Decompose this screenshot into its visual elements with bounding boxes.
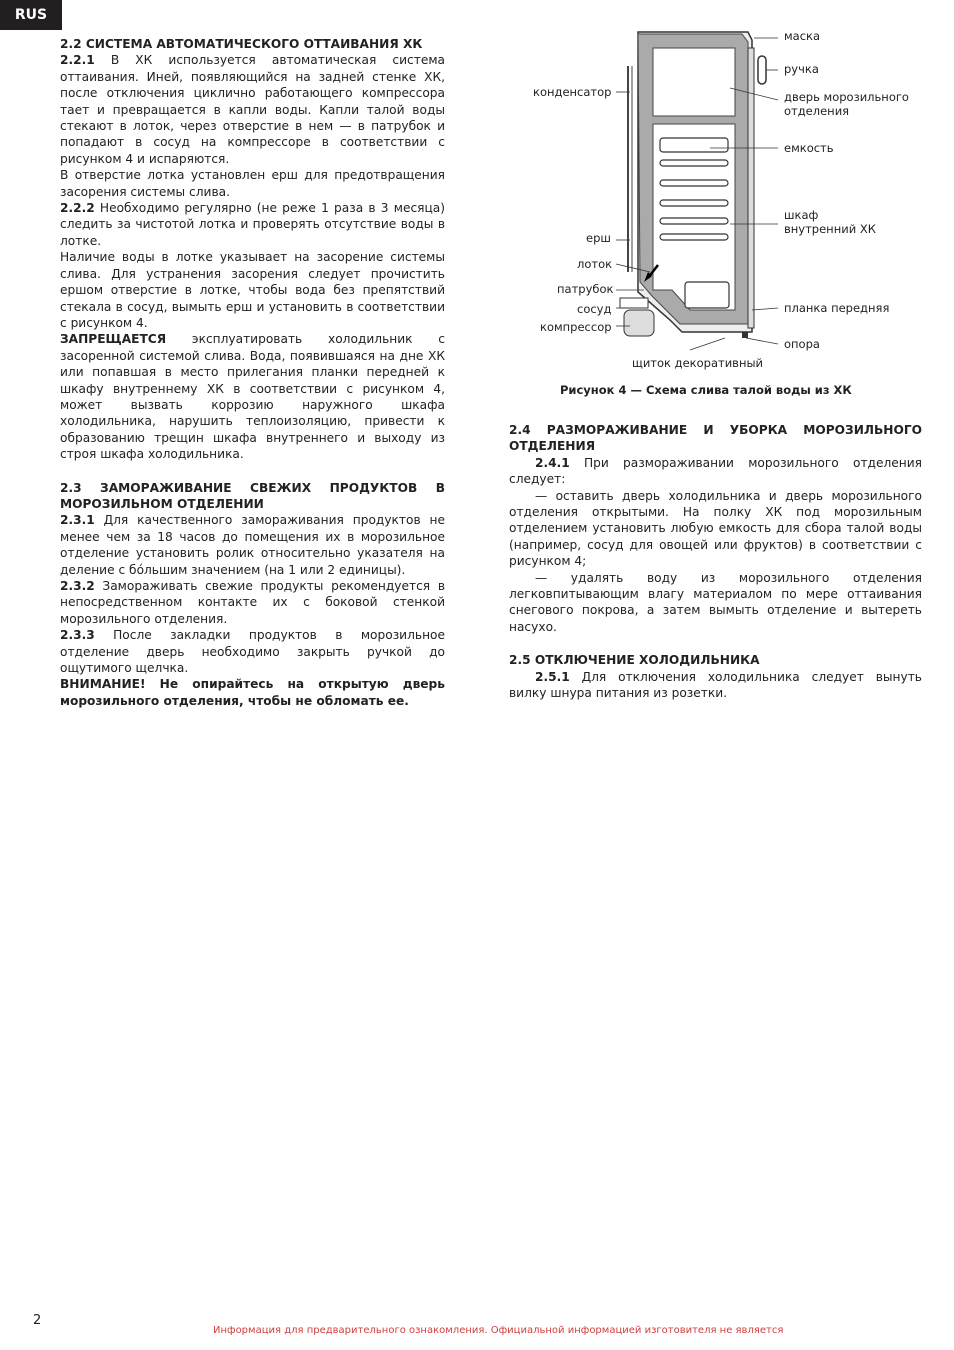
paragraph-2-2-1-body <box>60 52 445 167</box>
clause-2-4-1-number: 2.4.1 <box>535 455 570 470</box>
label-planka: планка передняя <box>784 301 890 315</box>
label-shchitok: щиток декоративный <box>632 356 764 370</box>
clause-2-5-1-number: 2.5.1 <box>535 669 570 684</box>
paragraph-2-4-1 <box>509 455 922 488</box>
label-ruchka: ручка <box>784 62 819 76</box>
clause-2-3-2-text: Замораживать свежие продукты рекомендуется в непосредственном контакте их с боковой стенкой морозильного отделения. <box>60 579 445 626</box>
label-sosud: сосуд <box>577 302 612 316</box>
forbid-label: ЗАПРЕЩАЕТСЯ <box>60 332 167 347</box>
label-kompressor: компрессор <box>540 320 612 334</box>
clause-2-2-1-text: В ХК используется автоматическая система оттаивания. Иней, появляющийся на задней стенке ХК, после отключения циклично работающего компрессора тает и превращается в капли воды. Капли талой воды стекают в лоток, через отверстие в нем — в патрубок и попадают в сосуд на компрессоре в соответствии с рисунком 4 и испаряются. <box>60 53 445 166</box>
paragraph-2-2-2 <box>60 200 445 249</box>
label-ersh: ерш <box>586 231 611 245</box>
bullet-2-4-1-a: — оставить дверь холодильника и дверь морозильного отделения открытыми. На полку ХК под морозильным отделением установить любую емкость для сбора талой воды (например, сосуд для овощей или фруктов) в соответствии с рисунком 4; <box>509 488 922 569</box>
attention-text: ВНИМАНИЕ! Не опирайтесь на открытую дверь морозильного отделения, чтобы не обломать ее. <box>60 677 445 708</box>
clause-2-2-2-text: Необходимо регулярно (не реже 1 раза в 3 месяца) следить за чистотой лотка и проверять отсутствие воды в лотке. <box>60 201 445 248</box>
paragraph-2-3-3 <box>60 627 445 676</box>
clause-2-3-1-number: 2.3.1 <box>60 513 95 528</box>
clause-2-3-3-text: После закладки продуктов в морозильное отделение дверь необходимо закрыть ручкой до ощутимого щелчка. <box>60 628 445 676</box>
clause-2-3-2-number: 2.3.2 <box>60 579 95 593</box>
label-dver: дверь морозильного отделения <box>784 90 909 118</box>
language-tag: RUS <box>0 0 62 30</box>
clause-2-2-1-p2-text: В отверстие лотка установлен ерш для предотвращения засорения системы слива. <box>60 168 445 199</box>
label-opora: опора <box>784 337 820 351</box>
paragraph-2-2-2-p2 <box>60 249 445 331</box>
paragraph-2-5-1 <box>509 669 922 702</box>
section-2-2-title: 2.2 СИСТЕМА АВТОМАТИЧЕСКОГО ОТТАИВАНИЯ ХК <box>60 37 423 51</box>
footer-disclaimer: Информация для предварительного ознакомления. Официальной информацией изготовителя не является <box>213 1325 784 1336</box>
attention-note <box>60 676 445 709</box>
section-2-5-title: 2.5 ОТКЛЮЧЕНИЕ ХОЛОДИЛЬНИКА <box>509 653 760 668</box>
clause-2-3-1-text: Для качественного замораживания продуктов не менее чем за 18 часов до помещения их в морозильное отделение установить ролик относительно указателя на деление с бóльшим значением (на 1 или 2 единицы). <box>60 513 445 577</box>
paragraph-forbid <box>60 331 445 462</box>
figure-caption: Рисунок 4 — Схема слива талой воды из ХК <box>560 383 852 397</box>
label-patrubok: патрубок <box>557 282 614 296</box>
label-shkaf: шкаф внутренний ХК <box>784 208 876 236</box>
clause-2-3-3-number: 2.3.3 <box>60 628 95 643</box>
bullet-2-4-1-b: — удалять воду из морозильного отделения легковпитывающим влагу материалом по мере оттаивания снегового покрова, а затем вымыть отделение и вытереть насухо. <box>509 570 922 634</box>
clause-2-2-1-number: 2.2.1 <box>60 53 95 68</box>
section-2-3-title: 2.3 ЗАМОРАЖИВАНИЕ СВЕЖИХ ПРОДУКТОВ В МОРОЗИЛЬНОМ ОТДЕЛЕНИИ <box>60 480 445 511</box>
label-kondensator: конденсатор <box>533 85 612 99</box>
paragraph-2-3-2 <box>60 578 445 627</box>
paragraph-2-2-1-p2 <box>60 167 445 200</box>
section-2-4-title: 2.4 РАЗМОРАЖИВАНИЕ И УБОРКА МОРОЗИЛЬНОГО ОТДЕЛЕНИЯ <box>509 423 922 454</box>
label-emkost: емкость <box>784 141 834 155</box>
page-number: 2 <box>33 1313 42 1328</box>
clause-2-2-2-number: 2.2.2 <box>60 201 95 216</box>
label-maska: маска <box>784 29 821 43</box>
clause-2-5-1-text: Для отключения холодильника следует вынуть вилку шнура питания из розетки. <box>509 669 922 701</box>
left-column <box>60 36 445 709</box>
label-lotok: лоток <box>577 257 613 271</box>
clause-2-2-2-p2-text: Наличие воды в лотке указывает на засорение системы слива. Для устранения засорения следует прочистить ершом отверстие в лотке, чтобы вода без препятствий стекала в сосуд, вымыть ерш и установить в соответствии с рисунком 4. <box>60 250 445 330</box>
right-column <box>509 422 922 702</box>
clause-2-4-1-text: При размораживании морозильного отделения следует: <box>509 455 922 487</box>
figure-4 <box>520 20 940 405</box>
forbid-text: эксплуатировать холодильник с засоренной системой слива. Вода, появившаяся на дне ХК или попавшая в место прилегания планки передней к шкафу внутреннему ХК в соответствии с рисунком 4, может вызвать коррозию наружного шкафа холодильника, нарушить теплоизоляцию, привести к образованию трещин шкафа внутреннего и выходу из строя шкафа холодильника. <box>60 332 445 462</box>
paragraph-2-3-1 <box>60 512 445 578</box>
